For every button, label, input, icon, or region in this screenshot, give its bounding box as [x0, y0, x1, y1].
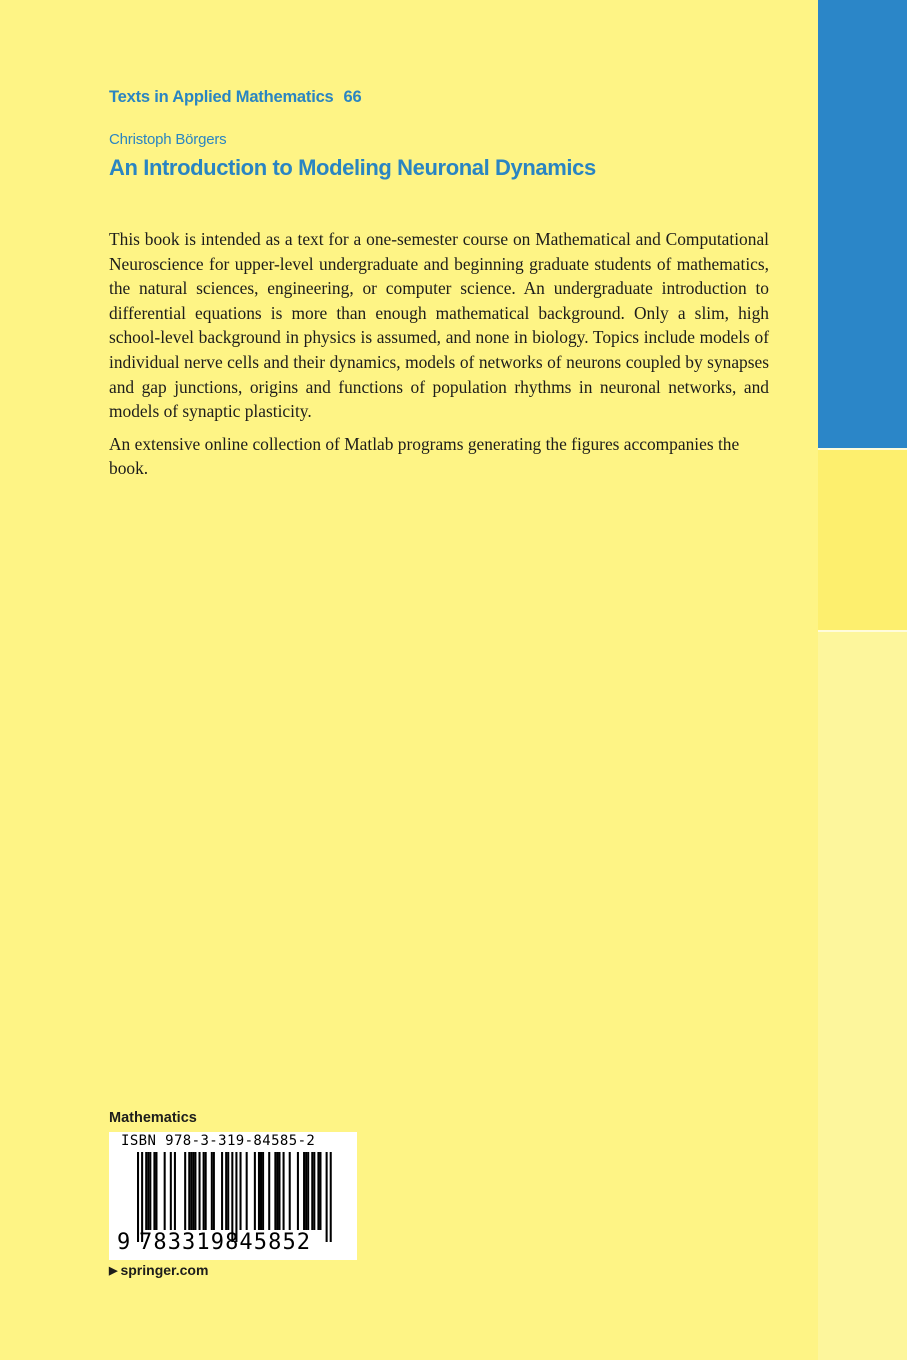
- barcode-bar: [297, 1152, 299, 1230]
- barcode-bar: [199, 1152, 201, 1230]
- barcode-bar: [313, 1152, 315, 1230]
- barcode-bar: [274, 1152, 276, 1230]
- barcode-bar: [221, 1152, 223, 1230]
- barcode-bar: [190, 1152, 192, 1230]
- spine-pale-strip: [818, 632, 907, 1360]
- barcode-bar: [231, 1152, 233, 1242]
- barcode-bar: [213, 1152, 215, 1230]
- book-description: [109, 227, 769, 489]
- barcode-bar: [254, 1152, 256, 1230]
- series-name: Texts in Applied Mathematics: [109, 88, 334, 106]
- barcode-bar: [155, 1152, 157, 1230]
- barcode-bar: [170, 1152, 172, 1230]
- barcode-bar: [268, 1152, 270, 1230]
- barcode-bar: [227, 1152, 229, 1230]
- barcode-bar: [188, 1152, 190, 1230]
- barcode-bar: [137, 1152, 139, 1242]
- ean-first-digit: 9: [117, 1230, 131, 1255]
- barcode-bar: [305, 1152, 307, 1230]
- barcode-bar: [240, 1152, 242, 1230]
- barcode-bar: [289, 1152, 291, 1230]
- series-title: [109, 88, 361, 107]
- barcode-bar: [205, 1152, 207, 1230]
- book-title: An Introduction to Modeling Neuronal Dynamics: [109, 155, 596, 180]
- barcode-bar: [307, 1152, 309, 1230]
- publisher-link[interactable]: [109, 1262, 208, 1278]
- barcode-bar: [246, 1152, 248, 1230]
- barcode-bar: [192, 1152, 194, 1230]
- publisher-url: springer.com: [120, 1262, 209, 1278]
- author-name: Christoph Börgers: [109, 131, 227, 148]
- barcode-bar: [258, 1152, 260, 1230]
- barcode-bar: [203, 1152, 205, 1230]
- barcode-bar: [278, 1152, 280, 1230]
- barcode-bar: [283, 1152, 285, 1230]
- barcode-bar: [141, 1152, 143, 1242]
- barcode-bar: [319, 1152, 321, 1230]
- barcode-bar: [235, 1152, 237, 1242]
- barcode-bar: [194, 1152, 196, 1230]
- barcode-bar: [149, 1152, 151, 1230]
- barcode-bar: [262, 1152, 264, 1230]
- barcode-bar: [276, 1152, 278, 1230]
- triangle-right-icon: ▶: [109, 1265, 118, 1277]
- barcode-bar: [225, 1152, 227, 1230]
- barcode-bar: [164, 1152, 166, 1230]
- barcode-bar: [153, 1152, 155, 1230]
- barcode-bar: [326, 1152, 328, 1242]
- barcode-bar: [145, 1152, 147, 1230]
- spine-yellow-strip: [818, 450, 907, 630]
- barcode-bar: [174, 1152, 176, 1230]
- spine-blue-strip: [818, 0, 907, 448]
- barcode-bar: [211, 1152, 213, 1230]
- isbn-barcode: [109, 1132, 357, 1260]
- ean-digits: 783319845852: [139, 1230, 312, 1255]
- barcode-bar: [330, 1152, 332, 1242]
- subject-label: Mathematics: [109, 1110, 197, 1126]
- barcode-bar: [303, 1152, 305, 1230]
- description-paragraph: An extensive online collection of Matlab programs generating the figures accompanies the book.: [109, 433, 740, 479]
- isbn-label: ISBN 978-3-319-84585-2: [121, 1133, 316, 1149]
- barcode-bar: [260, 1152, 262, 1230]
- series-number: 66: [343, 88, 362, 106]
- description-paragraph: This book is intended as a text for a one-semester course on Mathematical and Computational Neuroscience for upper-level undergraduate and beginning graduate students of mathematics, the natural sciences, engineering, or computer science. An undergraduate introduction to differential equations is more than enough mathematical background. Only a slim, high school-level background in physics is assumed, and none in biology. Topics include models of individual nerve cells and their dynamics, models of networks of neurons coupled by synapses and gap junctions, origins and functions of population rhythms in neuronal networks, and models of synaptic plasticity.: [109, 229, 769, 422]
- barcode-bar: [317, 1152, 319, 1230]
- barcode-bar: [147, 1152, 149, 1230]
- barcode-bar: [184, 1152, 186, 1230]
- barcode-bar: [311, 1152, 313, 1230]
